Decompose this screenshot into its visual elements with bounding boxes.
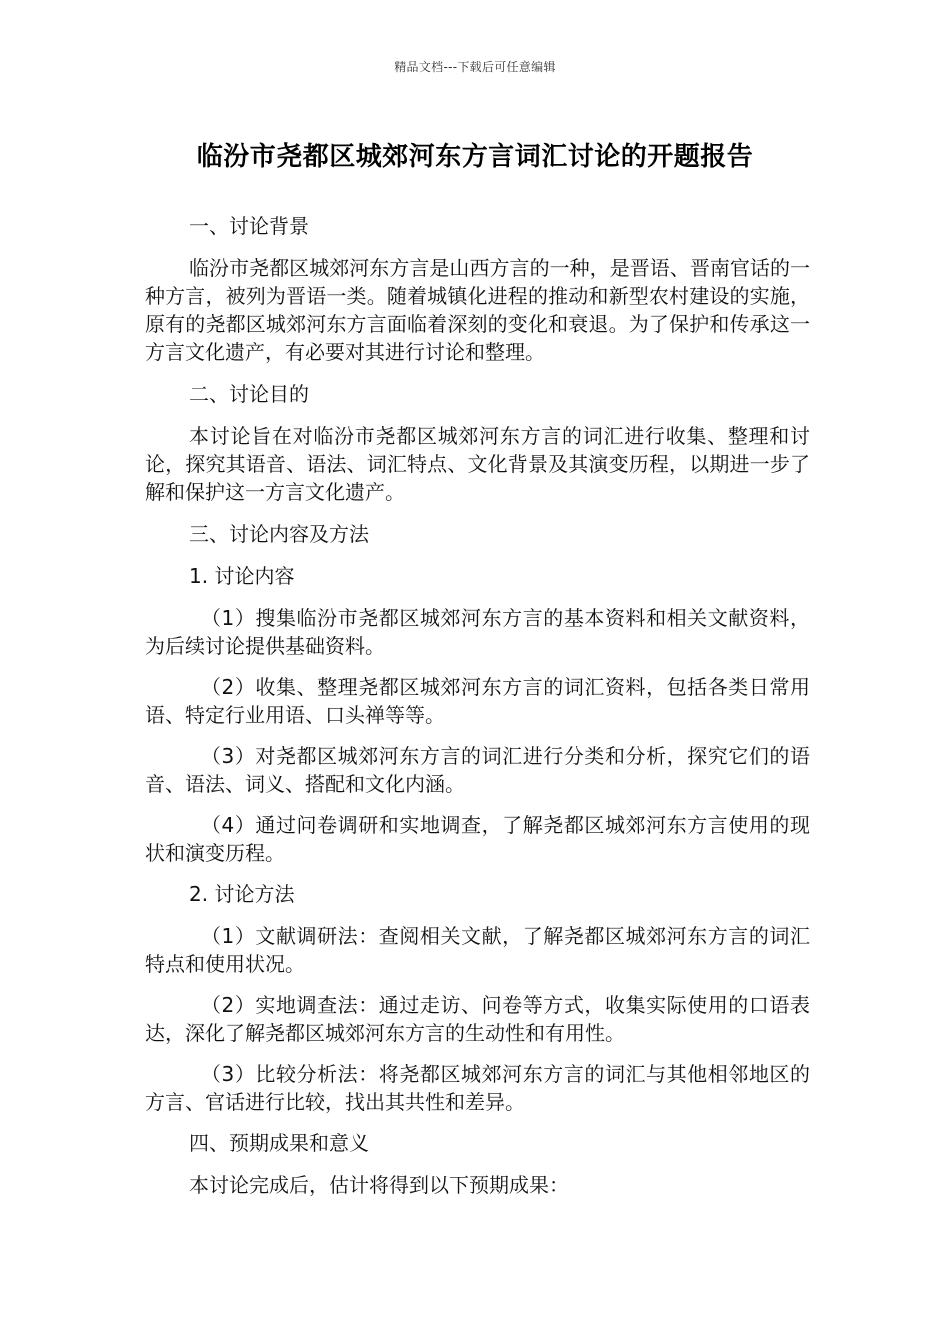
section-heading: 四、预期成果和意义 [189,1131,369,1155]
subsection-heading: 1. 讨论内容 [189,564,295,588]
page-header: 精品文档---下载后可任意编辑 [394,60,556,74]
section-heading: 三、讨论内容及方法 [189,522,369,546]
body-paragraph: 本讨论旨在对临汾市尧都区城郊河东方言的词汇进行收集、整理和讨论，探究其语音、语法、词汇特点、文化背景及其演变历程，以期进一步了解和保护这一方言文化遗产。 [145,424,810,504]
list-item: （2）实地调查法：通过走访、问卷等方式，收集实际使用的口语表达，深化了解尧都区城郊河东方言的生动性和有用性。 [145,993,810,1045]
list-item: （1）文献调研法：查阅相关文献，了解尧都区城郊河东方言的词汇特点和使用状况。 [145,924,810,976]
body-paragraph: 本讨论完成后，估计将得到以下预期成果： [189,1173,569,1197]
section-heading: 一、讨论背景 [189,214,309,238]
section-heading: 二、讨论目的 [189,382,309,406]
list-item: （3）比较分析法：将尧都区城郊河东方言的词汇与其他相邻地区的方言、官话进行比较，找出其共性和差异。 [145,1062,810,1114]
body-paragraph: 临汾市尧都区城郊河东方言是山西方言的一种，是晋语、晋南官话的一种方言，被列为晋语一类。随着城镇化进程的推动和新型农村建设的实施，原有的尧都区城郊河东方言面临着深刻的变化和衰退。为了保护和传承这一方言文化遗产，有必要对其进行讨论和整理。 [145,256,810,364]
document-body [145,212,810,1213]
list-item: （1）搜集临汾市尧都区城郊河东方言的基本资料和相关文献资料，为后续讨论提供基础资料。 [145,606,810,658]
document-title: 临汾市尧都区城郊河东方言词汇讨论的开题报告 [196,142,754,172]
list-item: （3）对尧都区城郊河东方言的词汇进行分类和分析，探究它们的语音、语法、词义、搭配和文化内涵。 [145,744,810,796]
subsection-heading: 2. 讨论方法 [189,882,295,906]
list-item: （4）通过问卷调研和实地调查，了解尧都区城郊河东方言使用的现状和演变历程。 [145,813,810,865]
list-item: （2）收集、整理尧都区城郊河东方言的词汇资料，包括各类日常用语、特定行业用语、口头禅等等。 [145,675,810,727]
